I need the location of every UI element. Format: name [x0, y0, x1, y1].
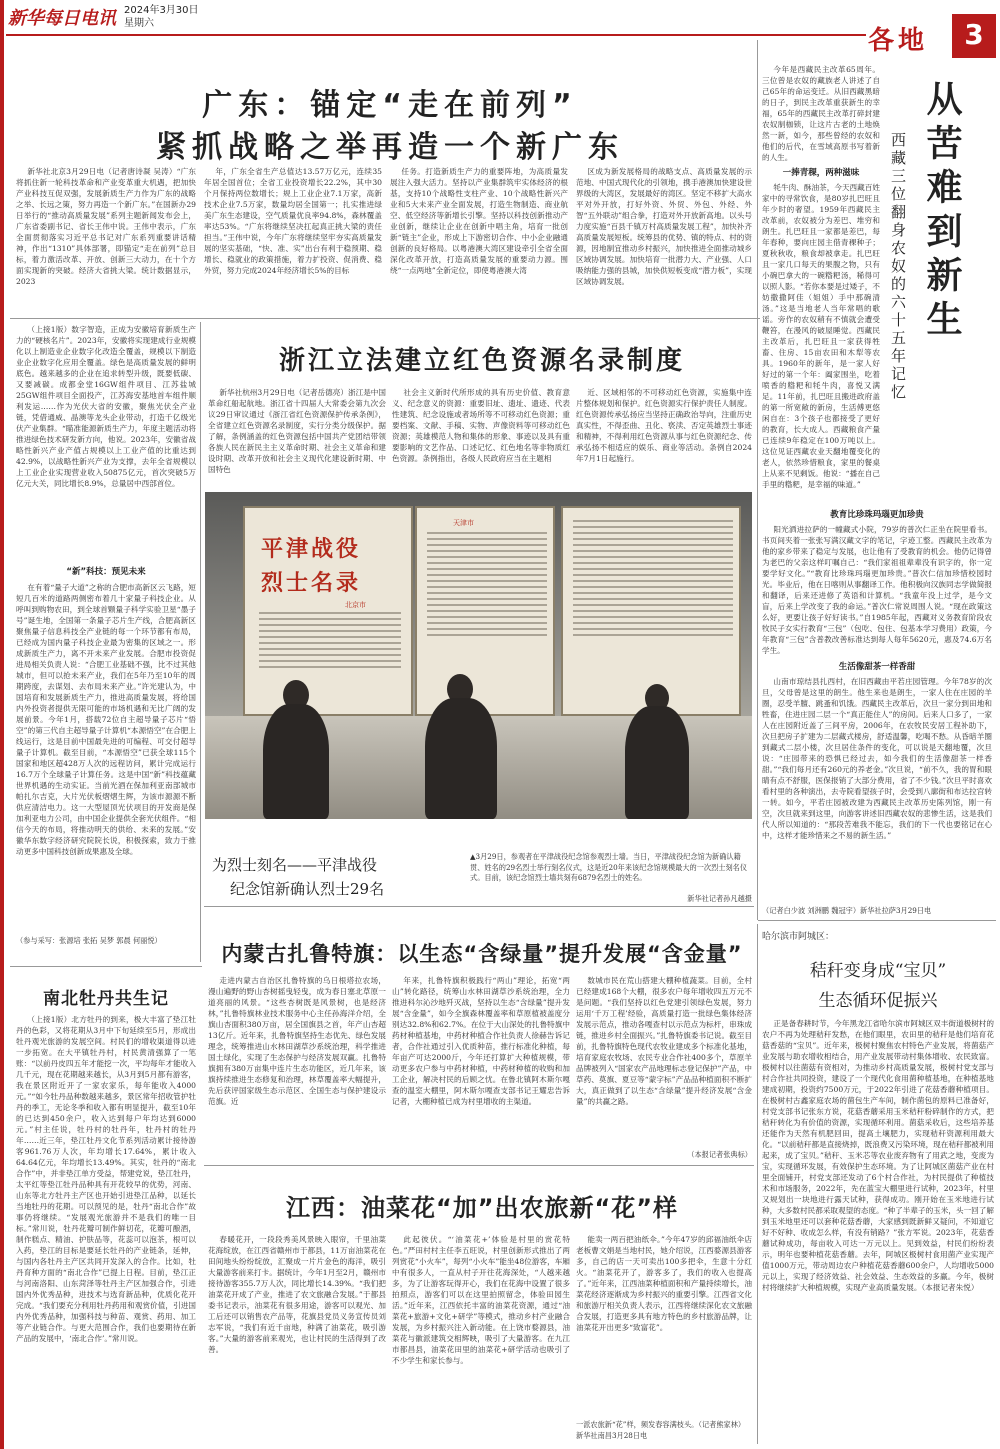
- guangdong-title-1: 广东：锚定“走在前列”: [202, 88, 578, 123]
- panel-city-label: 天津市: [453, 519, 474, 527]
- guangdong-col-2: 年，广东全省生产总值达13.57万亿元，连续35年居全国首位；全省工业投资增长22.2%，其中30个月保持两位数增长；规上工业企业7.1万家，高新技术企业7.5万家，数量均居全国第一；扎实推进绿美广东生态建设，空气质量优良率94.8%，森林覆盖率达53%。“广东将继续坚决扛起真正挑大梁的责任担当。”王伟中说，今年广东将继续坚牢夯实高质量发展的坚实基础，“快、准、实”出台有利于稳预期、稳增长、稳就业的政策措施，着力扩投资、促消费、稳外贸，努力完成2024年经济增长5%的目标: [204, 167, 382, 275]
- xizang-section-2: 阳光洒进拉萨的一幢藏式小院，79岁的普次仁正坐在院里看书。书页间夹着一张张写满汉藏文字的笔记，字迹工整。西藏民主改革为他的家乡带来了稳定与发展，也让他有了受教育的机会。他仍记得曾为老巴的父亲这样叮嘱自己：“我们家祖祖辈辈没有识字的，你一定要学好文化。”“教育比珍珠玛瑙更加珍贵。”普次仁信加珍惜校园时光。毕业后，他在日喀则从事翻译工作。他积极向汉族同志学做简报和翻译，后来还进修了英语和计算机。“我童年没上过学，是今文盲，后来上学改变了我的命运。”普次仁常说周围人说。“现在政策这么好，更要让孩子好好读书。”自1985年起，西藏对义务教育阶段农牧民子女实行教育“三包”（包吃、包住、包基本学习费用）政策，今年教育“三包”含普教改善标准达到每人每年5620元，惠及74.6万名学生。: [762, 525, 992, 655]
- header-rule: [6, 34, 866, 36]
- neimenggu-credit: （本报记者张典标）: [687, 1150, 752, 1159]
- side-bar: [0, 0, 4, 1449]
- harbin-title-1: 秸秆变身成“宝贝”: [809, 961, 947, 981]
- xizang-subhead-1: 一捧青稞，两种滋味: [782, 168, 860, 178]
- neimenggu-title: 内蒙古扎鲁特旗：以生态“含绿量”提升发展“含金量”: [221, 942, 743, 966]
- guangdong-col-4: 区成为新发展格局的战略支点、高质量发展的示范地、中国式现代化的引领地，携手港澳加快建设世界级的大湾区，发展最好的湾区。坚定不移扩大高水平对外开放，打好外资、外贸、外包、外经、外智“五外联动”组合拳，打造对外开放新高地。以头号力度实施“百县千镇万村高质量发展工程”，加快补齐高质量发展短板。统筹县的优势、镇的特点、村的资源，因地制宜推动乡村振兴，加快推进全面推动城乡区域协调发展。加快培育一批潜力大、产业强、人口吸纳能力强的县城，加快供短板变成“潜力板”，实现区域协调发展。: [576, 167, 752, 286]
- xizang-right-col: [886, 290, 994, 500]
- photo-caption: ▲3月29日，参观者在平津战役纪念馆参观烈士墙。当日，平津战役纪念馆为新确认籍贯、姓名的29名烈士举行刻名仪式，这是近20年来该纪念馆规模最大的一次烈士刻名仪式。目前，该纪念馆烈士墙共刻有6879名烈士的姓名。: [470, 852, 748, 882]
- jiangxi-col-1: 春暖花开，一段段秀美风景映入眼帘，千里油菜花海绽放，在江西省赣州市于都县，11万亩油菜花在田间地头纷纷绽放，汇聚成一片片金色的海洋，吸引大量游客前来打卡。据统计，今年1月至2月，赣州市接待游客355.7万人次，同比增长14.39%。“我们把油菜花开成了产业，推进了农文旅融合发展。”于都县委书记表示，油菜花有很多用途，游客可以观光、加工后还可以销售农产品等，花旗县党员义务宣传员刘志军说，“我们有近千亩地，种满了油菜花，吸引游客。”大量的游客前来观光，也让村民的生活得到了改善。: [208, 1235, 386, 1354]
- memorial-photo: [205, 492, 752, 859]
- neimenggu-col-2: 年来，扎鲁特旗积极践行“两山”理论，拓宽“两山”转化路径，统筹山水林田湖草沙系统治理，全力推进科尔沁沙地歼灭战，坚持以生态“含绿量”提升发展“含金量”，如今全旗森林覆盖率和草原植被盖度分别达32.8%和62.7%。在位于大山深处的扎鲁特旗中药材种植基地，中药材种植合作社负责人徐赫告诉记者，合作社通过引入优质种苗，推行标准化种植，每年亩产可达2000斤，今年还打算扩大种植规模，带动更多农户参与中药材种植，中药材种植的收购和加工企业，解决村民的后顾之忧。在鲁北镇阿木斯尔嘎查的温室大棚里，阿木斯尔嘎查支部书记王耀忠告诉记者，大棚种植已成为村里增收的主渠道。: [392, 976, 570, 1106]
- martyr-wall-middle: [415, 506, 555, 716]
- divider: [10, 966, 202, 967]
- zhejiang-col-1: 新华社杭州3月29日电（记者岳德亮）浙江是中国革命红船起航地。浙江省十四届人大常委会第九次会议29日审议通过《浙江省红色资源保护传承条例》，全省建立红色资源名录制度，实行分类分级保护。据了解，条例涵盖的红色资源包括中国共产党团结带领各族人民在新民主主义革命时期、社会主义革命和建设时期、改革开放和社会主义现代化建设新时期、中国特色: [208, 388, 386, 474]
- zhejiang-col-2: 社会主义新时代所形成的具有历史价值、教育意义、纪念意义的资源：重要旧址、遗址、遗迹、代表性建筑、纪念设施或者场所等不可移动红色资源；重要档案、文献、手稿、实物、声像资料等可移动红色资源；英雄模范人物和集体的形象、事迹以及具有重要影响的文艺作品、口述记忆、红色地名等非物质红色资源。条例指出，各级人民政府应当在主题相: [392, 388, 570, 463]
- divider: [757, 40, 758, 920]
- visitor-silhouette: [625, 706, 689, 819]
- masthead-logo: 新华每日电讯: [8, 8, 116, 29]
- visitor-silhouette: [425, 698, 497, 819]
- visitor-silhouette: [263, 704, 329, 819]
- photo-credit: 新华社记者孙凡越摄: [687, 894, 752, 903]
- harbin-title-2: 生态循环促振兴: [818, 991, 938, 1011]
- xizang-subhead-3: 生活像甜茶一样香甜: [838, 662, 916, 672]
- divider: [204, 906, 754, 907]
- xizang-intro: 今年是西藏民主改革65周年。三位曾是农奴的藏族老人讲述了自己65年的命运变迁。从旧西藏黑暗的日子，到民主改革重获新生的幸福，65年的西藏民主改革打碎封建农奴制枷锁，让这片古老的土地焕然一新，如今，那些曾经的农奴和他们的后代，在雪域高原书写着新的人生。: [762, 65, 880, 162]
- page-number: 3: [952, 14, 996, 58]
- neimenggu-col-3: 数城市民在荒山搭建大棚种植蔬菜。目前，全村已经建成168个大棚，很多农户每年增收四五万元不是问题。“我们坚持以红色党建引领绿色发展，努力运用‘千万工程’经验，高质量打造一批绿色集体经济发展示范点，推动各嘎查村以示范点为标杆，串珠成链，推进乡村全面振兴。”扎鲁特旗委书记说。截至目前，扎鲁特旗特色现代农牧业建成多个标准化基地，培育家庭农牧场、农民专业合作社400多个，草原羊品牌被列入“国家农产品地理标志登记保护”产品，中草药、莫旗、夏豆等“蒙字标”产品品种植面积不断扩大，真正做到了以生态“含绿量”提升经济发展“含金量”的共赢之路。: [576, 976, 752, 1106]
- peony-text: （上接1版）北方牡丹的到来，极大丰富了垫江牡丹的色彩，又将花期从3月中下旬延续至5月，形成出牡丹观光旅游的发展空间。村民们的增收渠道得以进一步拓宽。在大平镇牡丹村，村民黄清强算了一笔账：“以前丹皮四五年才能挖一次，平均每年才能收入几千元，现在花期越来越长，从3月到5月都有游客，我在景区附近开了一家农家乐，每年能收入4000元。”“如今牡丹品种数越来越多，景区常年招收管护牡丹的季工，无论冬季和收入都有明显提升，截至10年的已达到450余户，收入达到每户年均达到6000元。”村主任说，牡丹村的牡丹年，牡丹村的牡丹年……近三年，垫江牡丹文化节系列活动累计接待游客961.76万人次，年均增长17.64%，累计收入64.64亿元，年均增长13.49%。其实，牡丹的“南北合作”中，并非垫江单方受益，帮建党说，垫江牡丹，太平红等垫江牡丹品种具有开花较早的优势，河南、山东等北方牡丹主产区也开始引进垫江品种，以延长当地牡丹的花期。可以预见的是，牡丹“南北合作”故事仍将继续。“发展观光旅游并不是我们的唯一目标。”常川说，牡丹花瓣可制作鲜切花，花瓣可酿酒，制作糕点、精油、护肤品等，花蕊可以泡茶，根可以入药，垫江的目标是要延长牡丹的产业链条，延伸，与国内各牡丹主产区共同开发深入的合作。比如，牡丹育种方面的“南北合作”已提上日程。目前，垫江正与河南洛阳、山东菏泽等牡丹主产区加强合作，引进国内外优秀品种，进技术与选育新品种，优质化花开完成。“我们要充分利用牡丹药用和观赏价值，引进国内外优秀品种，加强科技与种苗、观赏、药用、加工等产业链合作。与更大范围合作，我们也要期待在新产品的发展中，‘南北合作’。”常川说。: [16, 1015, 196, 1343]
- harbin-kicker: 哈尔滨市阿城区：: [762, 932, 835, 942]
- photo-headline-1: 为烈士刻名——平津战役: [212, 856, 378, 874]
- guangdong-title-2: 紧抓战略之举再造一个新广东: [156, 130, 624, 165]
- jiangxi-col-2: 此起彼伏。“‘油菜花+’体验是村里的赏花特色。”严田村村主任李五旺说，村里创新形式推出了两列赏花“小火车”，每列“小火车”能坐48位游客，车厢中有很多人，一直从村子开往花海深处，“人越来越多，为了让游客玩得开心，我们在花海中设置了很多拍照点，游客们可以在这里拍照留念，体验田园生活。”近年来，江西依托丰富的油菜花资源，通过“油菜花+旅游+文化+研学”等模式，推动乡村产业融合发展，为乡村振兴注入新动能。在上饶市婺源县，油菜花与徽派建筑交相辉映，吸引了大量游客。在九江市都昌县，油菜花田里的油菜花+研学活动也吸引了不少学生和家长参与。: [392, 1235, 570, 1365]
- divider: [758, 920, 996, 921]
- jiangxi-title: 江西：油菜花“加”出农旅新“花”样: [285, 1194, 679, 1222]
- jiangxi-col-3: 能卖一两百把油纸伞。”今年47岁的邱福油纸伞店老板曹文娟是当地村民，她介绍说，江西婺源县游客多，自己的店一天可卖出100多把伞，生意十分红火。“油菜花开了，游客多了，我们的收入也提高了。”近年来，江西油菜种植面积和产量持续增长，油菜花经济逐渐成为乡村振兴的重要引擎。江西省文化和旅游厅相关负责人表示，江西将继续深化农文旅融合发展，打造更多具有地方特色的乡村旅游品牌，让油菜花开出更多“致富花”。: [576, 1235, 752, 1332]
- divider: [200, 322, 201, 962]
- divider: [10, 318, 760, 319]
- divider: [204, 1165, 754, 1166]
- harbin-text: 正是备春耕时节，今年黑龙江省哈尔滨市阿城区双丰街道极树村的农户不再为处理秸秆发愁，在他们眼里，农田里的秸秆是他们培育花菇香菇的“宝贝”。近年来，极树村聚焦农村特色产业发展，将菌菇产业发展与助农增收相结合，用产业发展带动村集体增收、农民致富。极树村以往菌菇有资相对，为推动乡村高质量发展，极树村党支部与村合作社共同投资，建设了一个现代化食用菌种植基地，在种植基地建成初期，投资约7500万元，于2022年引进了花菇香蘑种植项目。在极树村古鑫家庭农场的菌包生产车间，制作菌包的原料已准备好，村党支部书记张东方说，花菇香蘑采用玉米秸秆粉碎制作的方式，把秸秆转化为有价值的资源，实现循环利用。菌菇采收后，这些培养基还能作为天然有机肥回田，提高土壤肥力，实现秸秆资源利用最大化。“以前秸秆都是直接烧掉，既浪费又污染环境，现在秸秆都被利用起来，成了宝贝。”秸秆、玉米芯等农业废弃物有了用武之地，变废为宝，实现循环发展，有效保护生态环境。为了让阿城区菌菇产业在村里全面铺开，村党支部还发动了6个村合作社，为村民提供了种植技术和市场服务，2022年，先在蓝宝大棚里进行试种，2023年，村里又规划出一块地进行露天试种，获得成功。刚开始在玉米地进行试种，大多数村民都采取观望的态度。“种了半辈子的玉米，头一回了解到玉米地里还可以套种花菇香蘑，大家感到既新鲜又疑问，不知道它好不好种、收成怎么样，有没有销路？”张方军说。2023年，花菇香蘑试种成功，每亩收入可达一万元以上。见到效益，村民们纷纷表示，明年也要种植花菇香蘑。去年，阿城区极树村食用菌产业实现产值1000万元，带动周边农户种植花菇香蘑600余户，人均增收5000元以上，实现了经济效益、社会效益、生态效益的多赢。今年，极树村将继续扩大种植规模，实现产业高质量发展。（本报记者朱悦）: [762, 1019, 994, 1292]
- issue-weekday: 星期六: [124, 18, 154, 29]
- xizang-subhead-2: 教育比珍珠玛瑙更加珍贵: [830, 510, 924, 520]
- anhui-text-top: （上接1版）数字智造，正成为安徽培育新质生产力的“硬核名片”。2023年，安徽将实现建成行业规模化以上制造业企业数字化改造全覆盖，规模以下制造业企业数字化应用全覆盖。绿色是高质量发展的鲜明底色。越来越多的企业在追求转型升级，既要低碳、又要减碳。成都金堂16GW组件项目、江苏盐城25GW组件项目全面投产，江苏海安基地首车组件顺利发运……作为光伏大省的安徽，聚焦光伏全产业链，凭借通威、晶澳等龙头企业带动，打造千亿级光伏产业集群。“瞄准能源新质生产力，年度主题活动将推进绿色技术研发新方向，他说。2023年，安徽省战略性新兴产业产值占规模以上工业产值的比重达到42.9%，以战略性新兴产业为支撑，去年全省规模以上工业企业实现营业收入50875亿元，首次突破5万亿元大关，同比增长8.9%，总量居中西部首位。: [16, 325, 196, 488]
- xizang-title: 从苦难到新生: [921, 80, 962, 344]
- xizang-credit: （记者白少波 刘洲鹏 魏冠宇）新华社拉萨3月29日电: [762, 906, 932, 915]
- guangdong-col-1: 新华社北京3月29日电（记者唐诗凝 吴涛）“广东将抓住新一轮科技革命和产业变革重大机遇，把加快产业科技互促双强，发展新质生产力作为广东的战略之举、长远之策，努力再造一个新广东。”在国新办29日举行的“推动高质量发展”系列主题新闻发布会上，广东省委副书记、省长王伟中说。王伟中表示，广东全面贯彻落实习近平总书记对广东系列重要讲话精神，作出“1310”具体部署，即锚定“走在前列”总目标，着力激活改革、开放、创新三大动力，在十个方面实现新的突破。经济大省挑大梁。统计数据显示，2023: [16, 167, 196, 286]
- photo-headline-2: 纪念馆新确认烈士29名: [230, 880, 385, 898]
- anhui-credit: （参与采写：张源培 张拓 吴梦 郭晨 何丽悦）: [16, 936, 162, 945]
- zhejiang-title: 浙江立法建立红色资源名录制度: [278, 346, 685, 376]
- anhui-subhead: “新”科技：预见未来: [66, 567, 146, 577]
- panel-title-1: 平津战役: [261, 537, 362, 562]
- xizang-subtitle: 西藏三位翻身农奴的六十五年记忆: [889, 132, 907, 402]
- zhejiang-col-3: 近、区域相邻的不可移动红色资源，实施集中连片整体规划和保护。红色资源实行保护责任人制度。红色资源传承弘扬应当坚持正确政治导向，注重历史真实性，不得歪曲、丑化、亵渎、否定英雄烈士事迹和精神，不得利用红色资源从事与红色资源纪念、传承弘扬不相适应的娱乐、商业等活动。条例自2024年7月1日起施行。: [576, 388, 752, 463]
- xizang-section-1: 牦牛肉、酥油茶，今天西藏百姓家中的寻常饮食，是80岁扎巴旺且年少时的奢望。1959年西藏民主改革前，农奴被分为差巴、堆穷和朗生。扎巴旺且一家都是差巴，每年春种，要向庄园主借青稞种子；夏秋秋收，粮食却被拿走。扎巴旺且一家几口每天的果腹之物，只有小碗巴拿大的一碗糌粑汤，稀得可以照人影。“若你本要是过矮子，不妨撒撒阿佳（姐姐）手中那碗清汤。”这是当地老人当年常唱的歌谣。旁作的农奴稍有不慎就会遭受鞭笞，在漫风的破屋睡觉。西藏民主改革后，扎巴旺且一家获得牲畜、住房、15亩农田和木犁等农具。1960年的新年，是一家人好好过的第一个年：阖家围坐，吃着喷香的糌粑和牦牛肉，喜悦又满足。11年前，扎巴旺且搬进政府盖的第一所宽敞的新房，生活傅更悠闲自在：3个孩子也都接受了更好的教育，长大成人。西藏粮食产量已连续9年稳定在100万吨以上。这位见证西藏农业天翻地覆变化的老人，依然珍惜粮食，家里的餐桌上从来不见剩饭。他说：“播在自己手里的糌粑，是幸福的味道。”: [762, 183, 880, 489]
- divider: [757, 924, 758, 1444]
- jiangxi-credit: 一派农旅新“花”样，频发春容满枝头。（记者熊家林）新华社南昌3月28日电: [576, 1420, 746, 1440]
- martyr-wall-left: [243, 506, 413, 716]
- neimenggu-col-1: 走进内蒙古自治区扎鲁特旗的乌日根塔拉农场，漫山遍野的野山杏树摇曳轻曳，成为春日塞北草原一道亮丽的风景。“这些杏树既是风景树，也是经济林，”扎鲁特旗林业技术服务中心主任孙海洋介绍，全旗山杏面积380万亩，居全国旗县之首，年产山杏超13亿斤。近年来，扎鲁特旗坚持生态优先、绿色发展理念，统筹推进山水林田湖草沙系统治理，科学推进国土绿化，实现了生态保护与经济发展双赢。扎鲁特旗拥有380万亩集中连片生态功能区，近几年来，该旗持续推进生态修复和治理，林草覆盖率大幅提升，先后获评国家级生态示范区、全国生态与保护建设示范旗。近: [208, 976, 386, 1106]
- xizang-section-3: 山南市琼结县扎西村，在旧西藏由平若庄园管理。今年78岁的次旦，父母曾是这里的朗生。他生来也是朗生，一家人住在庄园的羊圈，忍受羊膻、跳蚤和饥饿。西藏民主改革后，次旦一家分到田地和牲畜，住进庄园二层一个“真正能住人”的房间。后来人口多了，一家人在庄园附近盖了三间平房，2006年，在农牧民安居工程补助下，次旦把房子扩建为二层藏式楼房，舒适温馨，吃喝不愁。从昏暗羊圈到藏式二层小楼，次旦居住条件的变化，可以说是天翻地覆，次旦说：“庄园带来的恐惧已经过去，如今我们的生活像甜茶一样香甜。”“我们每月还有260元的养老金。”次旦说，“前不久，我的胃和眼睛有点不舒服，医保报销了大部分费用，省了不少钱。”次旦平时喜欢看村里的各种演出，去寺院看望孩子时，会受到八廓街和布达拉宫转一转。如今，平若庄园被改建为西藏民主改革历史陈列馆，刚一有空，次旦就来到这里，向游客讲述旧西藏农奴的悲惨生活，这是我们代人所以知道的：“那段苦难我不能忘，我们的下一代也要铭记在心中，这样才能珍惜来之不易的新生活。”: [762, 677, 992, 840]
- issue-date: 2024年3月30日: [124, 5, 199, 16]
- guangdong-col-3: 任务。打造新质生产力的重要阵地，为高质量发展注入强大活力。坚持以产业集群筑牢实体经济的根基，支持10个战略性支柱产业、10个战略性新兴产业和5大未来产业全面发展，打造生物制造、商业航空、低空经济等新增长引擎。坚持以科技创新推动产业创新，继续让企业在创新中唱主角，培育一批创新“链主”企业，形成上下游密切合作、中小企业融通创新的良好格局。以粤港澳大湾区建设牵引全省全面深化改革开放，打造高质量发展的重要动力源。围绕“一点两地”全新定位，即使粤港澳大湾: [390, 167, 568, 275]
- peony-title: 南北牡丹共生记: [43, 989, 169, 1009]
- panel-title-2: 烈士名录: [261, 571, 362, 596]
- panel-city-label: 北京市: [345, 601, 366, 609]
- anhui-text-mid: 在有着“量子大道”之称的合肥市高新区云飞路，短短几百米的道路两侧密布着几十家量子科技企业。从呼叫到购物农田，到全球首颗量子科学实验卫星“墨子号”诞生地，全国第一条量子芯片生产线，合肥高新区聚焦量子信息科技全产业链的每一个环节都有布局，已经成为国内量子科技企业最为密集的区域之一。形成新质生产力，离不开未来产业发展。合肥市投资促进局相关负责人说：“合肥工业基础不强，比不过其他城市，但可以抢未来产业，我们在5年乃至10年的周期跨度，去谋划、去布局未来产业。”许光建认为，中国培育和发展新质生产力，推进高质量发展，将给国内外投资者提供无限可能的市场机遇和无比广阔的发展前景。今年1月，搭载72位自主超导量子芯片“悟空”的第三代自主超导量子计算机“本源悟空”在合肥上线运行，这是目前中国最先进的可编程、可交付超导量子计算机。截至目前，“本源悟空”已获全球115个国家和地区超428万人次的远程访问，累计完成运行16.7万个全球量子计算任务。这是中国“新”科技蕴藏世界机遇的生动实证。当前光酒在保加利亚南部城市帕扎尔吉克，大片光伏板熠熠生辉，为该市源源不断供应清洁电力。这一大型屋顶光伏项目的开发商是保加利亚电力公司，由中国企业提供全套光伏组件。“相信今天的布局，将推动明天的供给、未来的发展。”安徽华东数字经济研究院院长说，积极探索，致力于推动更多中国科技创新成果惠及全球。: [16, 583, 196, 856]
- section-tag: 各地: [868, 26, 929, 56]
